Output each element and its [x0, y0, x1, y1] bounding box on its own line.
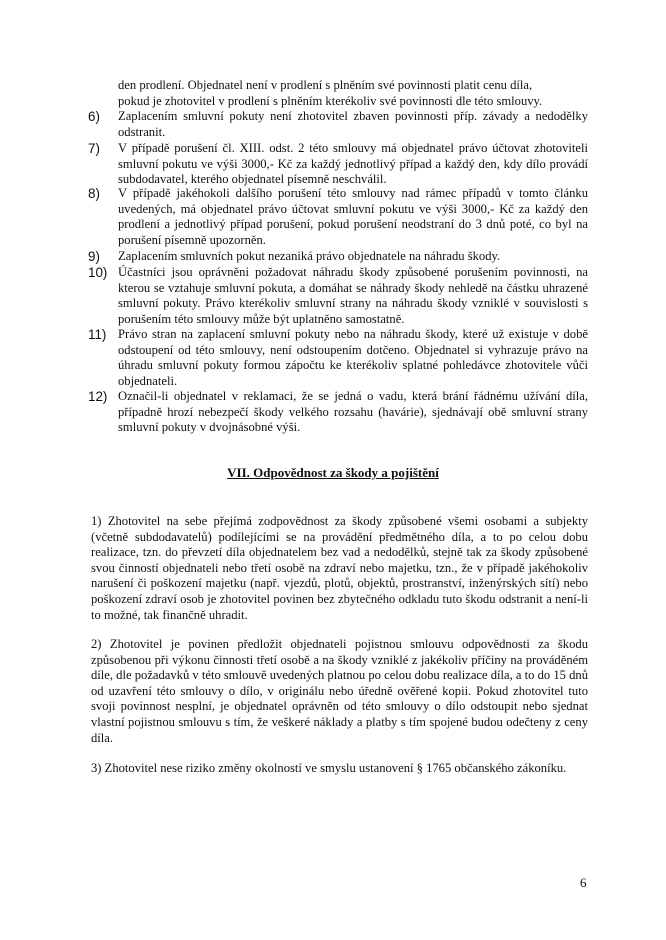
list-item-text: Zaplacením smluvních pokut nezaniká právo objednatele na náhradu škody. [118, 249, 501, 263]
page-number: 6 [580, 875, 587, 890]
list-item-number: 12) [88, 389, 108, 404]
list-item-text: V případě porušení čl. XIII. odst. 2 této smlouvy má objednatel právo účtovat zhotoviteli smluvní pokutu ve výši 3000,- Kč za každý jednotlivý případ a každý den, kdy dílo provádí subdodavatel, kterého objednatel písemně neschválil. [118, 141, 588, 187]
continuation-line: pokud je zhotovitel v prodlení s plněním kterékoliv své povinnosti dle této smlouvy. [118, 93, 543, 108]
list-item-text: Účastníci jsou oprávněni požadovat náhradu škody způsobené porušením povinnosti, na kterou se vztahuje smluvní pokuta, a domáhat se náhrady škody nehledě na částku uhrazené smluvní pokuty. Právo kterékoliv smluvní strany na náhradu škody vzniklé v souvislosti s porušením této smlouvy může být uplatněno samostatně. [118, 265, 588, 326]
continuation-line: den prodlení. Objednatel není v prodlení s plněním své povinnosti platit cenu díla, [118, 78, 533, 92]
list-item-text: Zaplacením smluvní pokuty není zhotovitel zbaven povinnosti příp. závady a nedodělky odstranit. [118, 109, 588, 139]
list-item-number: 7) [88, 141, 100, 156]
list-item-number: 10) [88, 265, 108, 280]
section-heading: VII. Odpovědnost za škody a pojištění [227, 465, 439, 480]
list-item-number: 8) [88, 186, 100, 201]
paragraph: 2) Zhotovitel je povinen předložit objednateli pojistnou smlouvu odpovědnosti za škodu způsobenou při výkonu činnosti třetí osobě a na škody vzniklé z jakékoliv příčiny na prováděném díle, dle požadavků v této smlouvě uvedených platnou po celou dobu realizace díla, a to do 15 dnů od uzavření této smlouvy o dílo, v originálu nebo úředně ověřené kopii. Pokud zhotovitel tuto svoji povinnost nesplní, je objednatel oprávněn od této smlouvy o dílo odstoupit nebo sjednat vlastní pojistnou smlouvu s tím, že veškeré náklady a platby s tím spojené budou odečteny z ceny díla. [91, 637, 588, 745]
list-item-text: Označil-li objednatel v reklamaci, že se jedná o vadu, která brání řádnému užívání díla, případně hrozí nebezpečí škody velkého rozsahu (havárie), sjednávají obě smluvní strany smluvní pokuty v dvojnásobné výši. [118, 389, 588, 435]
list-item-text: Právo stran na zaplacení smluvní pokuty nebo na náhradu škody, které už existuje v době odstoupení od této smlouvy, není odstoupením dotčeno. Objednatel si vyhrazuje právo na úhradu smluvní pokuty formou zápočtu ke kterékoliv splatné pohledávce zhotovitele vůči objednateli. [118, 327, 588, 388]
list-item-number: 6) [88, 109, 100, 124]
paragraph: 1) Zhotovitel na sebe přejímá zodpovědnost za škody způsobené všemi osobami a subjekty (včetně subdodavatelů) podílejícími se na provádění předmětného díla, a to po celou dobu realizace, tzn. do převzetí díla objednatelem bez vad a nedodělků, stejně tak za škody způsobené svou činností objednateli nebo třetí osobě na zdraví nebo majetku, tzn., že v případě jakéhokoliv narušení či poškození majetku (např. vjezdů, plotů, objektů, prostranství, inženýrských sítí) nebo poškození zdraví osob je zhotovitel povinen bez zbytečného odkladu tuto škodu odstranit a není-li to možné, tak finančně uhradit. [91, 514, 588, 622]
list-item-text: V případě jakéhokoli dalšího porušení této smlouvy nad rámec případů v tomto článku uvedených, má objednatel právo účtovat smluvní pokutu ve výši 3000,- Kč za každý den prodlení a jednotlivý případ porušení, pokud porušení neodstraní do 3 dnů poté, co byl na porušení písemně upozorněn. [118, 186, 588, 247]
continuation-text [118, 78, 588, 109]
paragraph: 3) Zhotovitel nese riziko změny okolností ve smyslu ustanovení § 1765 občanského zákoníku. [91, 761, 567, 775]
list-item-number: 11) [88, 327, 107, 342]
list-item-number: 9) [88, 249, 100, 264]
